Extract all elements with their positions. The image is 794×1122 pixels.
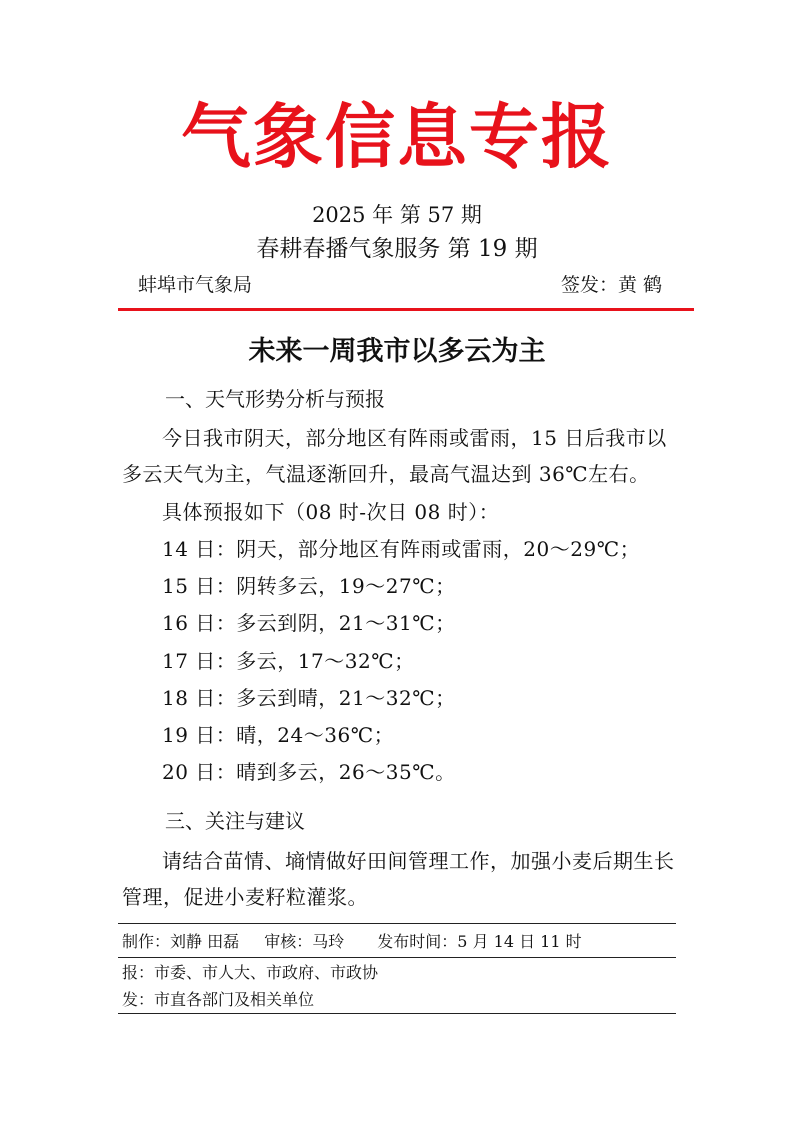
forecast-intro: 具体预报如下（08 时-次日 08 时）： (162, 500, 500, 524)
footer-bottom-rule (118, 1013, 676, 1014)
producer: 制作：刘静 田磊 (122, 932, 240, 951)
forecast-summary-paragraph: 今日我市阴天，部分地区有阵雨或雷雨，15 日后我市以多云天气为主，气温逐渐回升，最高气温达到 36℃左右。 (122, 426, 667, 486)
section-title-advice: 三、关注与建议 (165, 809, 305, 833)
release-time: 发布时间：5 月 14 日 11 时 (377, 932, 582, 951)
forecast-day-line: 18 日：多云到晴，21～32℃； (162, 686, 456, 710)
masthead-title: 气象信息专报 (181, 96, 613, 178)
footer-top-rule (118, 923, 676, 924)
issuing-organization: 蚌埠市气象局 (138, 274, 253, 296)
footer-credits (122, 929, 596, 955)
forecast-day-line: 17 日：多云，17～32℃； (162, 649, 415, 673)
forecast-day-line: 19 日：晴，24～36℃； (162, 723, 395, 747)
forecast-day-line: 16 日：多云到阴，21～31℃； (162, 611, 456, 635)
headline: 未来一周我市以多云为主 (248, 336, 546, 367)
reviewer: 审核：马玲 (264, 932, 345, 951)
forecast-day-line: 14 日：阴天，部分地区有阵雨或雷雨，20～29℃； (162, 537, 641, 561)
report-to: 报：市委、市人大、市政府、市政协 (122, 963, 379, 982)
header-divider (118, 308, 694, 311)
issue-number: 2025 年 第 57 期 (312, 203, 482, 227)
advice-paragraph: 请结合苗情、墒情做好田间管理工作，加强小麦后期生长管理，促进小麦籽粒灌浆。 (122, 849, 675, 909)
series-title: 春耕春播气象服务 第 19 期 (256, 236, 538, 262)
send-to: 发：市直各部门及相关单位 (122, 990, 315, 1009)
section-title-forecast: 一、天气形势分析与预报 (165, 387, 385, 411)
forecast-day-line: 15 日：阴转多云，19～27℃； (162, 574, 456, 598)
footer-middle-rule (118, 957, 676, 958)
signer: 签发：黄 鹤 (560, 274, 662, 296)
forecast-day-line: 20 日：晴到多云，26～35℃。 (162, 760, 456, 784)
